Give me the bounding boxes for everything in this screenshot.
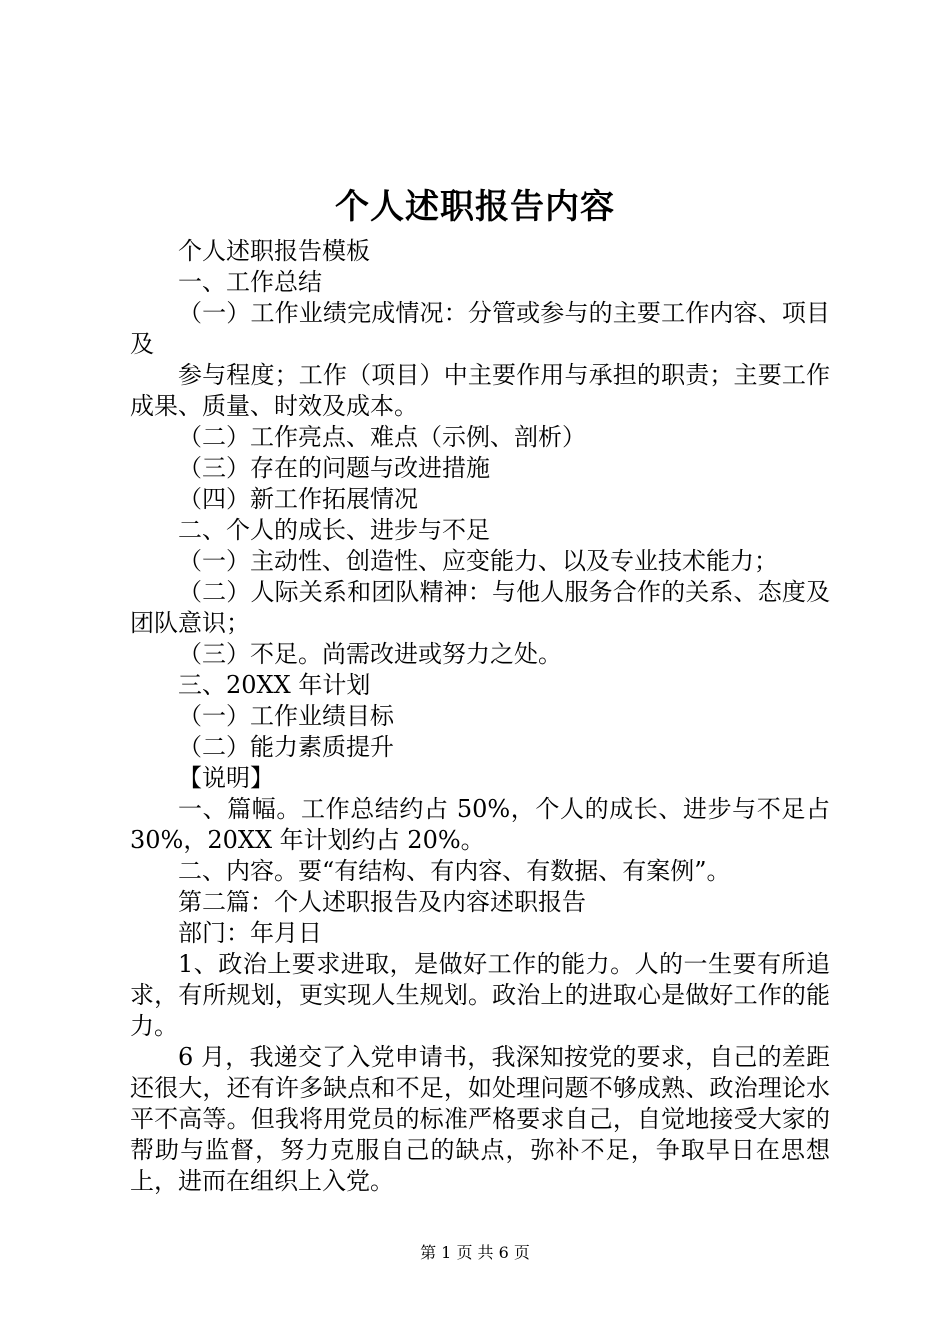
paragraph: （一）工作业绩完成情况：分管或参与的主要工作内容、项目及: [130, 299, 830, 358]
paragraph: （一）工作业绩目标: [178, 702, 394, 730]
page-footer: 第 1 页 共 6 页: [420, 1243, 530, 1262]
paragraph: 二、内容。要“有结构、有内容、有数据、有案例”。: [178, 857, 731, 885]
paragraph: 部门：年月日: [178, 919, 322, 947]
paragraph: （二）能力素质提升: [178, 733, 394, 761]
paragraph: 6 月，我递交了入党申请书，我深知按党的要求，自己的差距还很大，还有许多缺点和不足，如处理问题不够成熟、政治理论水平不高等。但我将用党员的标准严格要求自己，自觉地接受大家的帮助与监督，努力克服自己的缺点，弥补不足，争取早日在思想上，进而在组织上入党。: [130, 1043, 830, 1195]
note-heading: 【说明】: [178, 764, 274, 792]
paragraph: （三）不足。尚需改进或努力之处。: [178, 640, 562, 668]
section-heading: 一、工作总结: [178, 268, 322, 296]
paragraph: （二）工作亮点、难点（示例、剖析）: [178, 423, 586, 451]
document-title: 个人述职报告内容: [335, 187, 615, 227]
paragraph: 个人述职报告模板: [178, 237, 370, 265]
section-heading: 三、20XX 年计划: [178, 671, 371, 699]
paragraph: （一）主动性、创造性、应变能力、以及专业技术能力；: [178, 547, 778, 575]
paragraph: 一、篇幅。工作总结约占 50%，个人的成长、进步与不足占 30%，20XX 年计划约占 20%。: [130, 795, 830, 854]
paragraph: （四）新工作拓展情况: [178, 485, 418, 513]
paragraph: 参与程度；工作（项目）中主要作用与承担的职责；主要工作成果、质量、时效及成本。: [130, 361, 830, 420]
section-heading: 二、个人的成长、进步与不足: [178, 516, 490, 544]
part-heading: 第二篇：个人述职报告及内容述职报告: [178, 888, 586, 916]
paragraph: 1、政治上要求进取，是做好工作的能力。人的一生要有所追求，有所规划，更实现人生规划。政治上的进取心是做好工作的能力。: [130, 950, 830, 1040]
document-body: [130, 236, 830, 1197]
paragraph: （三）存在的问题与改进措施: [178, 454, 490, 482]
paragraph: （二）人际关系和团队精神：与他人服务合作的关系、态度及团队意识；: [130, 578, 830, 637]
